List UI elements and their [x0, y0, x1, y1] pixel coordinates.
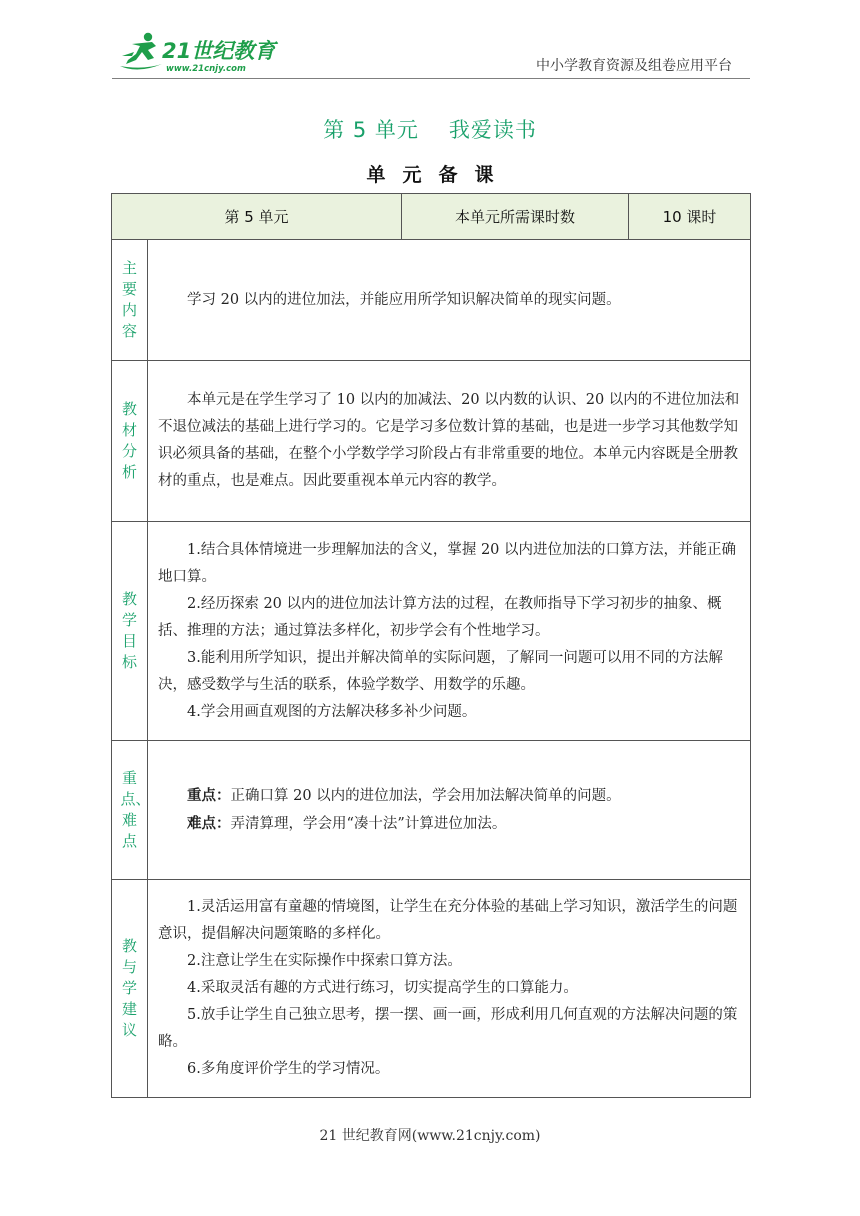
header-unit: 第 5 单元: [112, 194, 402, 240]
paragraph: 4.采取灵活有趣的方式进行练习，切实提高学生的口算能力。: [187, 980, 578, 996]
difficult-label: 难点：: [187, 815, 231, 832]
row-content: [148, 741, 751, 880]
paragraph: 学习 20 以内的进位加法，并能应用所学知识解决简单的现实问题。: [187, 291, 621, 308]
key-point: [158, 782, 740, 810]
unit-name: 我爱读书: [448, 118, 537, 142]
header-hours-value: 10 课时: [629, 194, 751, 240]
page-footer[interactable]: 21 世纪教育网(www.21cnjy.com): [319, 1128, 541, 1144]
paragraph: 本单元是在学生学习了 10 以内的加减法、20 以内数的认识、20 以内的不进位加法和不退位减法的基础上进行学习的。它是学习多位数计算的基础，也是进一步学习其他数学知识必须具备的基础，在整个小学数学学习阶段占有非常重要的地位。本单元内容既是全册教材的重点，也是难点。因此要重视本单元内容的教学。: [158, 392, 740, 489]
unit-title: [0, 114, 860, 144]
paragraph: 2.注意让学生在实际操作中探索口算方法。: [187, 953, 462, 969]
paragraph: 5.放手让学生自己独立思考，摆一摆、画一画，形成利用几何直观的方法解决问题的策略。: [158, 1007, 738, 1050]
row-label: 重点、难点: [112, 741, 148, 880]
paragraph: 3.能利用所学知识，提出并解决简单的实际问题，了解同一问题可以用不同的方法解决，感受数学与生活的联系，体验学数学、用数学的乐趣。: [158, 649, 723, 693]
table-row-key-difficult: [112, 741, 751, 880]
table-row-main-content: [112, 240, 751, 361]
platform-name: 中小学教育资源及组卷应用平台: [536, 58, 732, 74]
header-hours-label: 本单元所需课时数: [402, 194, 629, 240]
unit-plan-table: [111, 193, 751, 1098]
row-content: [148, 240, 751, 361]
row-content: [148, 880, 751, 1098]
difficult-text: 弄清算理，学会用“凑十法”计算进位加法。: [230, 816, 507, 832]
paragraph: 6.多角度评价学生的学习情况。: [187, 1061, 390, 1077]
difficult-point: [158, 810, 740, 838]
row-label: 教学目标: [112, 522, 148, 741]
paragraph: 4.学会用画直观图的方法解决移多补少问题。: [187, 703, 477, 720]
table-header-row: [112, 194, 751, 240]
key-text: 正确口算 20 以内的进位加法，学会用加法解决简单的问题。: [230, 788, 621, 804]
paragraph: 1.结合具体情境进一步理解加法的含义，掌握 20 以内进位加法的口算方法，并能正确地口算。: [158, 541, 737, 585]
paragraph: 1.灵活运用富有童趣的情境图，让学生在充分体验的基础上学习知识，激活学生的问题意识，提倡解决问题策略的多样化。: [158, 899, 738, 942]
paragraph: 2.经历探索 20 以内的进位加法计算方法的过程，在教师指导下学习初步的抽象、概括、推理的方法；通过算法多样化，初步学会有个性地学习。: [158, 595, 722, 639]
site-logo[interactable]: [118, 30, 288, 75]
row-content: [148, 361, 751, 522]
row-content: [148, 522, 751, 741]
table-row-textbook-analysis: [112, 361, 751, 522]
unit-number: 第 5 单元: [323, 118, 419, 142]
key-label: 重点：: [187, 787, 231, 804]
row-label: 主要内容: [112, 240, 148, 361]
svg-text:21世纪教育: 21世纪教育: [162, 39, 276, 63]
row-label: 教与学建议: [112, 880, 148, 1098]
row-label: 教材分析: [112, 361, 148, 522]
header-divider: [112, 78, 750, 79]
runner-logo-icon: [118, 30, 288, 75]
table-row-suggestions: [112, 880, 751, 1098]
svg-text:www.21cnjy.com: www.21cnjy.com: [166, 64, 246, 74]
table-row-teaching-goals: [112, 522, 751, 741]
page-subtitle: 单元备课: [366, 164, 511, 186]
